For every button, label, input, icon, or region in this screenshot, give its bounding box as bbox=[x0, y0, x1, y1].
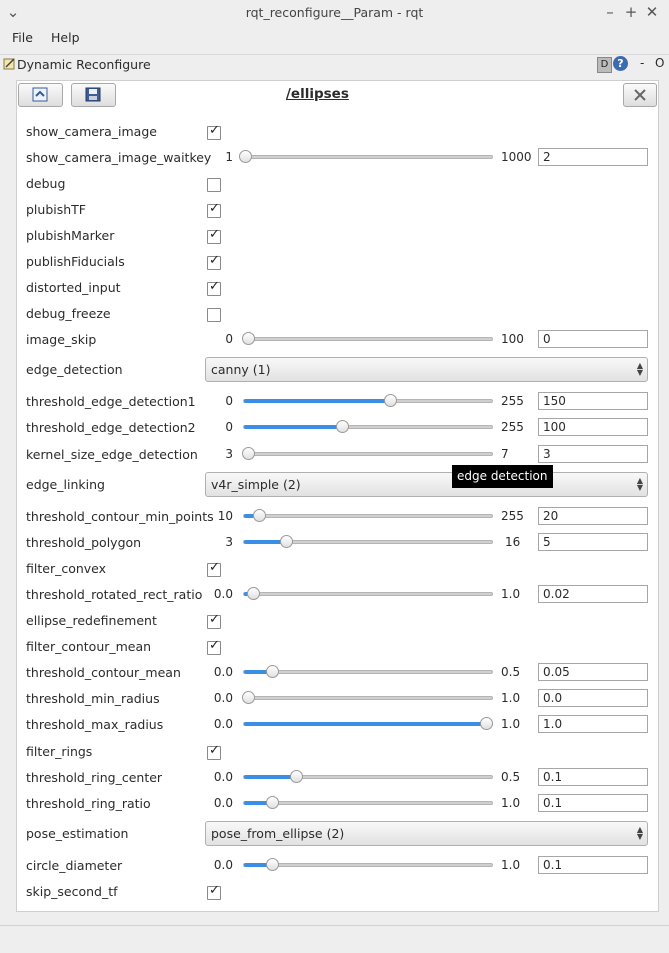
param-checkbox[interactable] bbox=[207, 201, 221, 218]
param-checkbox[interactable] bbox=[207, 227, 221, 244]
param-slider[interactable] bbox=[243, 452, 493, 456]
slider-max: 100 bbox=[501, 332, 524, 346]
param-label: publishFiducials bbox=[26, 254, 125, 269]
slider-handle[interactable] bbox=[280, 535, 293, 548]
node-name-title: /ellipses bbox=[286, 86, 349, 102]
param-value-input[interactable]: 0 bbox=[538, 330, 648, 348]
param-value-input[interactable]: 150 bbox=[538, 392, 648, 410]
param-label: threshold_min_radius bbox=[26, 691, 160, 706]
param-combobox[interactable] bbox=[205, 357, 648, 382]
combobox-arrows-icon: ▲ ▼ bbox=[636, 825, 643, 841]
slider-min: 0 bbox=[225, 394, 233, 408]
check-icon: ✓ bbox=[209, 227, 220, 242]
param-slider[interactable] bbox=[243, 592, 493, 596]
param-label: edge_linking bbox=[26, 477, 105, 492]
param-value-input[interactable]: 1.0 bbox=[538, 715, 648, 733]
param-checkbox[interactable] bbox=[207, 253, 221, 270]
slider-max: 1.0 bbox=[501, 587, 521, 601]
param-slider[interactable] bbox=[243, 696, 493, 700]
slider-max: 255 bbox=[501, 394, 524, 408]
param-checkbox[interactable] bbox=[207, 743, 221, 760]
param-value-input[interactable]: 0.05 bbox=[538, 663, 648, 681]
dock-d-button[interactable]: D bbox=[597, 57, 612, 73]
slider-handle[interactable] bbox=[266, 665, 279, 678]
check-icon: ✓ bbox=[209, 123, 220, 138]
param-slider[interactable] bbox=[243, 337, 493, 341]
window-title: rqt_reconfigure__Param - rqt bbox=[245, 5, 424, 20]
param-label: circle_diameter bbox=[26, 858, 123, 873]
window-menu-chevron-icon[interactable]: ⌄ bbox=[6, 3, 20, 21]
param-label: skip_second_tf bbox=[26, 884, 118, 899]
slider-min: 3 bbox=[225, 535, 233, 549]
param-label: threshold_max_radius bbox=[26, 717, 164, 732]
param-label: threshold_edge_detection1 bbox=[26, 394, 196, 409]
param-slider[interactable] bbox=[243, 514, 493, 518]
slider-min: 0.0 bbox=[213, 717, 233, 731]
param-value-input[interactable]: 0.1 bbox=[538, 794, 648, 812]
param-slider[interactable] bbox=[243, 399, 493, 403]
slider-handle[interactable] bbox=[247, 587, 260, 600]
slider-min: 1 bbox=[225, 150, 233, 164]
param-checkbox[interactable] bbox=[207, 638, 221, 655]
plugin-minimize-button[interactable]: - bbox=[640, 56, 645, 70]
slider-handle[interactable] bbox=[253, 509, 266, 522]
slider-min: 0.0 bbox=[213, 587, 233, 601]
slider-min: 0.0 bbox=[213, 858, 233, 872]
maximize-icon[interactable]: + bbox=[624, 3, 638, 21]
slider-max: 0.5 bbox=[501, 665, 521, 679]
param-value-input[interactable]: 0.1 bbox=[538, 768, 648, 786]
slider-max: 255 bbox=[501, 420, 524, 434]
param-value-input[interactable]: 100 bbox=[538, 418, 648, 436]
param-label: kernel_size_edge_detection bbox=[26, 447, 198, 462]
param-label: image_skip bbox=[26, 332, 97, 347]
param-label: debug bbox=[26, 176, 66, 191]
close-icon bbox=[624, 84, 656, 106]
param-checkbox[interactable] bbox=[207, 178, 221, 192]
save-button[interactable] bbox=[71, 83, 116, 107]
param-checkbox[interactable] bbox=[207, 883, 221, 900]
param-label: threshold_rotated_rect_ratio bbox=[26, 587, 203, 602]
check-icon: ✓ bbox=[209, 560, 220, 575]
param-label: pose_estimation bbox=[26, 826, 129, 841]
param-combobox[interactable] bbox=[205, 472, 648, 497]
close-node-button[interactable] bbox=[623, 83, 657, 107]
menu-bar bbox=[0, 26, 669, 50]
param-label: plubishTF bbox=[26, 202, 86, 217]
param-value-input[interactable]: 3 bbox=[538, 445, 648, 463]
param-slider[interactable] bbox=[243, 425, 493, 429]
param-label: plubishMarker bbox=[26, 228, 115, 243]
check-icon: ✓ bbox=[209, 638, 220, 653]
menu-help[interactable]: Help bbox=[51, 30, 80, 45]
slider-min: 0 bbox=[225, 420, 233, 434]
param-label: threshold_ring_center bbox=[26, 770, 163, 785]
param-slider[interactable] bbox=[243, 722, 493, 726]
slider-min: 0 bbox=[225, 332, 233, 346]
param-label: show_camera_image bbox=[26, 124, 157, 139]
load-button[interactable] bbox=[18, 83, 63, 107]
save-icon bbox=[72, 84, 115, 106]
param-value-input[interactable]: 0.02 bbox=[538, 585, 648, 603]
param-value-input[interactable]: 20 bbox=[538, 507, 648, 525]
param-combobox[interactable] bbox=[205, 821, 648, 846]
param-slider[interactable] bbox=[243, 863, 493, 867]
param-label: threshold_polygon bbox=[26, 535, 142, 550]
param-value-input[interactable]: 2 bbox=[538, 148, 648, 166]
slider-handle[interactable] bbox=[290, 770, 303, 783]
help-icon[interactable]: ? bbox=[613, 56, 628, 71]
param-value-input[interactable]: 0.1 bbox=[538, 856, 648, 874]
combobox-value: canny (1) bbox=[211, 362, 271, 377]
plugin-float-button[interactable]: O bbox=[655, 56, 665, 70]
check-icon: ✓ bbox=[209, 612, 220, 627]
slider-min: 0.0 bbox=[213, 691, 233, 705]
param-checkbox[interactable] bbox=[207, 123, 221, 140]
param-label: threshold_contour_min_points bbox=[26, 509, 214, 524]
param-label: threshold_edge_detection2 bbox=[26, 420, 196, 435]
slider-handle[interactable] bbox=[242, 447, 255, 460]
plugin-edit-icon bbox=[3, 57, 16, 70]
slider-min: 0.0 bbox=[213, 770, 233, 784]
slider-max: 1.0 bbox=[501, 691, 521, 705]
slider-max: 7 bbox=[501, 447, 509, 461]
slider-max: 0.5 bbox=[501, 770, 521, 784]
param-slider[interactable] bbox=[243, 801, 493, 805]
param-label: filter_convex bbox=[26, 561, 107, 576]
status-bar bbox=[0, 925, 669, 953]
slider-min: 0.0 bbox=[213, 665, 233, 679]
param-checkbox[interactable] bbox=[207, 279, 221, 296]
slider-min: 10 bbox=[217, 509, 233, 523]
slider-max: 1.0 bbox=[501, 796, 521, 810]
param-label: ellipse_redefinement bbox=[26, 613, 157, 628]
check-icon: ✓ bbox=[209, 253, 220, 268]
slider-handle[interactable] bbox=[242, 332, 255, 345]
param-label: filter_contour_mean bbox=[26, 639, 152, 654]
param-value-input[interactable]: 0.0 bbox=[538, 689, 648, 707]
param-label: filter_rings bbox=[26, 744, 93, 759]
slider-max: 1.0 bbox=[501, 717, 521, 731]
param-slider[interactable] bbox=[243, 155, 493, 159]
slider-handle[interactable] bbox=[266, 858, 279, 871]
slider-handle[interactable] bbox=[266, 796, 279, 809]
slider-max: 1000 bbox=[501, 150, 532, 164]
slider-handle[interactable] bbox=[239, 150, 252, 163]
param-checkbox[interactable] bbox=[207, 560, 221, 577]
menu-file[interactable]: File bbox=[12, 30, 33, 45]
param-label: threshold_contour_mean bbox=[26, 665, 181, 680]
slider-handle[interactable] bbox=[242, 691, 255, 704]
param-checkbox[interactable] bbox=[207, 308, 221, 322]
minimize-icon[interactable]: – bbox=[606, 3, 614, 21]
close-window-icon[interactable]: ✕ bbox=[645, 3, 659, 21]
load-icon bbox=[19, 84, 62, 106]
combobox-arrows-icon: ▲ ▼ bbox=[636, 361, 643, 377]
param-slider[interactable] bbox=[243, 670, 493, 674]
combobox-value: v4r_simple (2) bbox=[211, 477, 301, 492]
plugin-title: Dynamic Reconfigure bbox=[17, 57, 151, 72]
param-slider[interactable] bbox=[243, 775, 493, 779]
param-label: edge_detection bbox=[26, 362, 123, 377]
slider-max: 16 bbox=[505, 535, 521, 549]
param-value-input[interactable]: 5 bbox=[538, 533, 648, 551]
tooltip: edge detection bbox=[452, 465, 553, 488]
check-icon: ✓ bbox=[209, 279, 220, 294]
slider-max: 255 bbox=[501, 509, 524, 523]
slider-min: 3 bbox=[225, 447, 233, 461]
slider-handle[interactable] bbox=[480, 717, 493, 730]
param-label: distorted_input bbox=[26, 280, 121, 295]
combobox-value: pose_from_ellipse (2) bbox=[211, 826, 345, 841]
param-slider[interactable] bbox=[243, 540, 493, 544]
combobox-arrows-icon: ▲ ▼ bbox=[636, 476, 643, 492]
param-label: debug_freeze bbox=[26, 306, 111, 321]
check-icon: ✓ bbox=[209, 201, 220, 216]
param-checkbox[interactable] bbox=[207, 612, 221, 629]
param-label: show_camera_image_waitkey bbox=[26, 150, 212, 165]
param-label: threshold_ring_ratio bbox=[26, 796, 151, 811]
check-icon: ✓ bbox=[209, 743, 220, 758]
check-icon: ✓ bbox=[209, 883, 220, 898]
slider-min: 0.0 bbox=[213, 796, 233, 810]
slider-handle[interactable] bbox=[384, 394, 397, 407]
slider-max: 1.0 bbox=[501, 858, 521, 872]
